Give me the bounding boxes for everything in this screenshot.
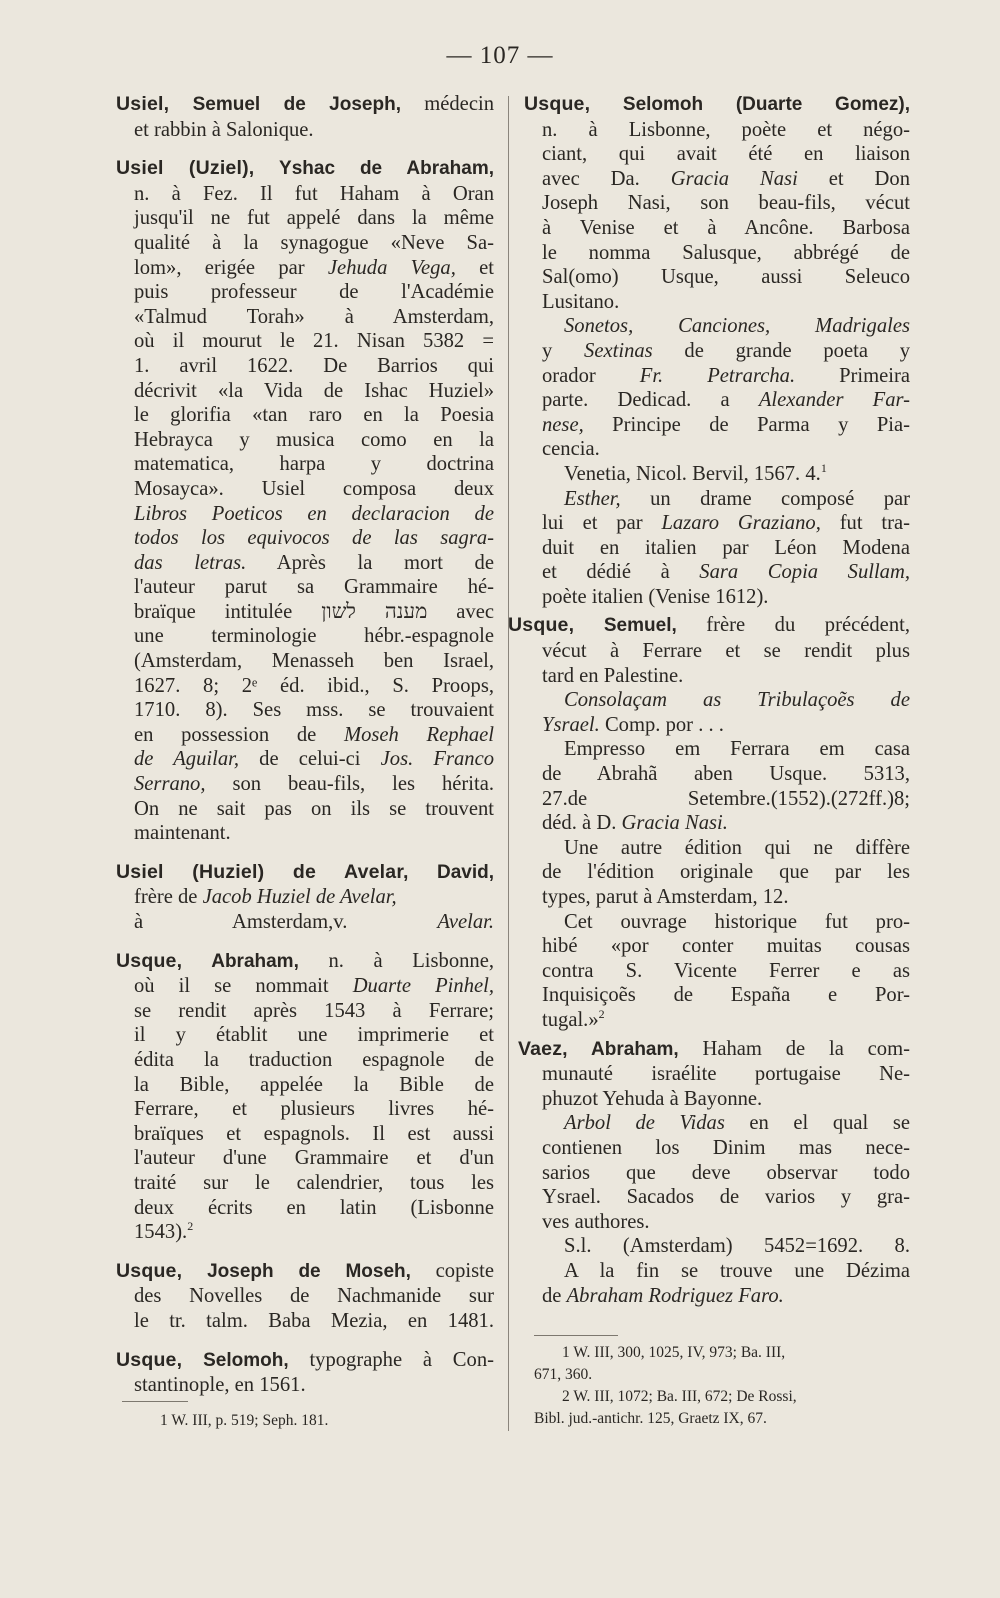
entry-head: Usiel, [116, 93, 170, 115]
text: et Don [797, 167, 910, 190]
italic-title: Arbol de Vidas [564, 1112, 725, 1135]
text-line: 1710. 8). Ses mss. se trouvaient [134, 699, 494, 722]
text-line: duit en italien par Léon Modena [542, 536, 910, 559]
text-line: l'auteur parut sa Grammaire hé- [134, 576, 494, 599]
italic-name: Fr. Petrarcha. [639, 364, 796, 387]
text-line [524, 511, 910, 536]
footnotes-right [534, 1342, 912, 1430]
text: Après la mort de [246, 551, 494, 574]
text: de [542, 1284, 567, 1307]
page-number: — 107 — [446, 42, 554, 69]
text-line [116, 502, 494, 527]
text-line: ciant, qui avait été en liaison [542, 143, 910, 166]
text: 1543). [134, 1221, 188, 1244]
text-line: hibé «por conter muitas cousas [542, 935, 910, 958]
text-line [524, 1008, 910, 1033]
text: un drame composé par [620, 487, 910, 510]
text-line: édita la traduction espagnole de [134, 1048, 494, 1071]
entry-head: Usiel (Uziel), [116, 157, 255, 180]
text-line [116, 910, 494, 935]
text-line: le tr. talm. Baba Mezia, en 1481. [134, 1309, 494, 1332]
italic-title: Consolaçam as Tribulaçoẽs de [564, 689, 910, 712]
footnote-left: 1 W. III, p. 519; Seph. 181. [160, 1412, 329, 1429]
text-line: Mosayca». Usiel composa deux [134, 477, 494, 500]
text: avec [427, 600, 494, 623]
text: frère du précédent, [676, 614, 910, 637]
text: de grande poeta y [652, 339, 910, 362]
footnote-2: 2 W. III, 1072; Ba. III, 672; De Rossi, [562, 1388, 797, 1405]
text: n. à Lisbonne, [298, 949, 494, 972]
italic-name: Jos. Franco [380, 748, 495, 771]
text-line [524, 462, 910, 487]
text-line: ves authores. [542, 1210, 650, 1233]
italic-name: Alexander Far- [758, 389, 910, 412]
text: orador [542, 364, 640, 387]
text: lui et par [542, 512, 662, 535]
text-line: jusqu'il ne fut appelé dans la même [134, 207, 494, 230]
text-line: «Talmud Torah» à Amsterdam, [134, 305, 494, 328]
italic-title: Ysrael. [542, 713, 600, 736]
text-line: le glorifia «tan raro en la Poesia [134, 404, 494, 427]
italic-name: nese, [542, 413, 584, 436]
text-line: n. à Fez. Il fut Haham à Oran [134, 182, 494, 205]
entry-name: Semuel de Joseph, [169, 94, 401, 115]
footnote-rule-right [534, 1335, 618, 1336]
text: parte. Dedicad. a [542, 389, 759, 412]
entry-usiel-semuel [116, 92, 494, 142]
text-line [116, 885, 494, 910]
see-ref [333, 911, 494, 933]
column-divider [508, 96, 509, 1431]
entry-name: Abraham, [567, 1038, 679, 1060]
text-line: contra S. Vicente Ferrer e as [542, 959, 910, 982]
text-line [524, 413, 910, 438]
italic-name: Serrano, [134, 773, 206, 796]
text-line: de l'édition originale que par les [542, 861, 910, 884]
text-line: la Bible, appelée la Bible de [134, 1073, 494, 1096]
text-line: il y établit une imprimerie et [134, 1024, 494, 1047]
text-line: où il mourut le 21. Nisan 5382 = [134, 330, 494, 353]
text-line: se rendit après 1543 à Ferrare; [134, 999, 494, 1022]
text: en el qual se [724, 1112, 910, 1135]
footnote-2-cont: Bibl. jud.-antichr. 125, Graetz IX, 67. [534, 1410, 767, 1427]
text-line [116, 256, 494, 281]
entry-head: Vaez, [518, 1037, 568, 1060]
text-line: n. à Lisbonne, poète et négo- [542, 118, 910, 141]
text-line: poète italien (Venise 1612). [542, 585, 769, 608]
text-line: Sal(omo) Usque, aussi Seleuco [542, 266, 910, 289]
entry-name: Yshac de Abraham, [254, 158, 494, 180]
text-line: On ne sait pas on ils se trouvent [134, 797, 494, 820]
text: en possession de [134, 723, 344, 746]
text-line [116, 772, 494, 797]
text-line: des Novelles de Nachmanide sur [134, 1285, 494, 1308]
entry-usque-abraham [116, 949, 494, 1245]
text: déd. à D. [542, 812, 622, 835]
text-line [524, 560, 910, 585]
text-line [524, 713, 910, 738]
italic-name: Sara Copia Sullam, [699, 561, 911, 584]
italic-name: Abraham Rodriguez Faro. [566, 1284, 784, 1307]
entry-head: Usque, [524, 93, 591, 115]
text-line: le nomma Salusque, abbrégé de [542, 241, 910, 264]
text-line: munauté israélite portugaise Ne- [542, 1063, 910, 1086]
text-line: l'auteur d'une Grammaire et d'un [134, 1147, 494, 1170]
text: son beau-fils, les hérita. [205, 773, 494, 796]
text: typographe à Con- [288, 1348, 494, 1371]
text-line [524, 688, 910, 713]
italic-name: de Aguilar, [134, 748, 240, 771]
text: et [455, 256, 495, 279]
text-line: Ysrael. Sacados de varios y gra- [542, 1186, 910, 1209]
text: fut tra- [820, 512, 911, 535]
text-line [524, 339, 910, 364]
text-line [116, 747, 494, 772]
text-line: 1627. 8; 2ᵉ éd. ibid., S. Proops, [134, 674, 494, 697]
text: et dédié à [542, 561, 700, 584]
italic-name: Jacob Huziel de Avelar, [202, 886, 397, 909]
entry-head: Usiel (Huziel) de Avelar, [116, 860, 409, 883]
text-line: Empresso em Ferrara em casa [564, 738, 910, 761]
text-line [116, 600, 494, 625]
text: lom», erigée par [134, 256, 328, 279]
italic-title: Libros Poeticos en declaracion de [134, 502, 494, 525]
text-line [116, 974, 494, 999]
text-line: Lusitano. [542, 290, 620, 313]
entry-usiel-avelar [116, 860, 494, 935]
entry-usque-semuel [508, 613, 910, 1032]
text-line: décrivit «la Vida de Ishac Huziel» [134, 379, 494, 402]
text-line: traité sur le calendrier, tous les [134, 1171, 494, 1194]
text-line: braïques et espagnols. Il est aussi [134, 1122, 494, 1145]
text-line: et rabbin à Salonique. [134, 118, 314, 141]
text-line [116, 551, 494, 576]
text: où il se nommait [134, 975, 353, 998]
text-line: de Abrahã aben Usque. 5313, [542, 763, 910, 786]
entry-vaez-abraham [518, 1037, 910, 1309]
text: avec Da. [542, 167, 671, 190]
text: braïque intitulée [134, 600, 322, 623]
text-line: deux écrits en latin (Lisbonne [134, 1196, 494, 1219]
text: Venetia, Nicol. Bervil, 1567. 4. [564, 462, 821, 485]
text: à Amsterdam, [134, 911, 334, 933]
text-line: tard en Palestine. [542, 664, 684, 687]
entry-name: Abraham, [182, 950, 299, 972]
entry-name: Selomoh (Duarte Gomez), [590, 94, 910, 115]
entry-usque-joseph [116, 1259, 494, 1334]
text-line: 27.de Setembre.(1552).(272ff.)8; [542, 787, 910, 810]
text-line: sarios que deve observar todo [542, 1161, 910, 1184]
text: v. [333, 911, 438, 933]
entry-head: Usque, [116, 1348, 183, 1371]
text: tugal.» [542, 1008, 599, 1031]
text: Primeira [795, 364, 910, 387]
text-line: Une autre édition qui ne diffère [564, 836, 910, 859]
text: y [542, 339, 585, 362]
text-line: une terminologie hébr.-espagnole [134, 625, 494, 648]
text: frère de [134, 886, 203, 909]
text: Haham de la com- [678, 1037, 910, 1060]
text-line: S.l. (Amsterdam) 5452=1692. 8. [564, 1235, 910, 1258]
text-line: phuzot Yehuda à Bayonne. [542, 1087, 763, 1110]
text: Principe de Parma y Pia- [583, 413, 910, 436]
footnote-ref[interactable]: 2 [187, 1219, 194, 1234]
text-line: Hebrayca y musica como en la [134, 428, 494, 451]
left-column [116, 92, 494, 1412]
entry-head: Usque, [116, 949, 183, 972]
text-line [116, 526, 494, 551]
text-line: cencia. [542, 438, 600, 461]
italic-name: Moseh Rephael [343, 723, 494, 746]
italic-title: das letras. [134, 551, 247, 574]
entry-name: David, [408, 861, 494, 883]
text-line: puis professeur de l'Académie [134, 281, 494, 304]
entry-name: Semuel, [574, 615, 677, 637]
text-line [524, 388, 910, 413]
text-line: contienen los Dinim mas nece- [542, 1136, 910, 1159]
italic-title: todos los equivocos de las sagra- [134, 527, 494, 550]
text-line [524, 1284, 910, 1309]
right-column [508, 92, 911, 1312]
italic-title: Esther, [564, 487, 621, 510]
text-line: matematica, harpa y doctrina [134, 453, 494, 476]
footnote-1: 1 W. III, 300, 1025, IV, 973; Ba. III, [562, 1344, 786, 1361]
text: médecin [400, 93, 494, 115]
text-line: à Venise et à Ancône. Barbosa [542, 216, 910, 239]
italic-name: Jehuda Vega, [327, 256, 456, 279]
text: copiste [410, 1259, 494, 1282]
text-line [524, 364, 910, 389]
text: de celui-ci [239, 748, 381, 771]
hebrew-title: מענה לשון [321, 600, 428, 623]
text-line [116, 723, 494, 748]
text-line: A la fin se trouve une Dézima [564, 1259, 910, 1282]
text-line: vécut à Ferrare et se rendit plus [542, 640, 910, 663]
text-line: Inquisiçoẽs de España e Por- [542, 984, 910, 1007]
italic-name: Duarte Pinhel, [352, 975, 495, 998]
text: Comp. por . . . [599, 713, 724, 736]
entry-name: Joseph de Moseh, [182, 1260, 411, 1282]
text-line: Cet ouvrage historique fut pro- [564, 910, 910, 933]
text-line: Ferrare, et plusieurs livres hé- [134, 1098, 494, 1121]
italic-name: Avelar. [437, 911, 494, 933]
italic-name: Gracia Nasi. [621, 812, 728, 835]
text-line: stantinople, en 1561. [134, 1374, 306, 1397]
italic-title: Sextinas [584, 339, 653, 362]
text-line [524, 811, 910, 836]
text-line [116, 1220, 494, 1245]
text-line: (Amsterdam, Menasseh ben Israel, [134, 650, 494, 673]
footnote-ref[interactable]: 1 [820, 461, 827, 476]
entry-usque-selomoh [116, 1348, 494, 1398]
italic-title: Sonetos, Canciones, Madrigales [564, 315, 910, 338]
entry-name: Selomoh, [182, 1349, 289, 1371]
text-line: Joseph Nasi, son beau-fils, vécut [542, 192, 910, 215]
entry-head: Usque, [116, 1259, 183, 1282]
text-line: types, parut à Amsterdam, 12. [542, 886, 789, 908]
entry-usiel-yshac [116, 156, 494, 846]
entry-head: Usque, [508, 614, 575, 637]
text-line: qualité à la synagogue «Neve Sa- [134, 231, 494, 254]
italic-name: Gracia Nasi [670, 167, 798, 190]
text-line [524, 1111, 910, 1136]
footnote-1-cont: 671, 360. [534, 1366, 593, 1383]
text-line [524, 487, 910, 512]
footnote-ref[interactable]: 2 [598, 1007, 605, 1022]
italic-name: Lazaro Graziano, [661, 512, 821, 535]
text-line [524, 167, 910, 192]
text-line: maintenant. [134, 822, 231, 845]
text-line [524, 314, 910, 339]
footnote-rule-left [122, 1401, 188, 1402]
text-line: 1. avril 1622. De Barrios qui [134, 354, 494, 377]
entry-usque-selomoh-duarte [524, 92, 910, 609]
